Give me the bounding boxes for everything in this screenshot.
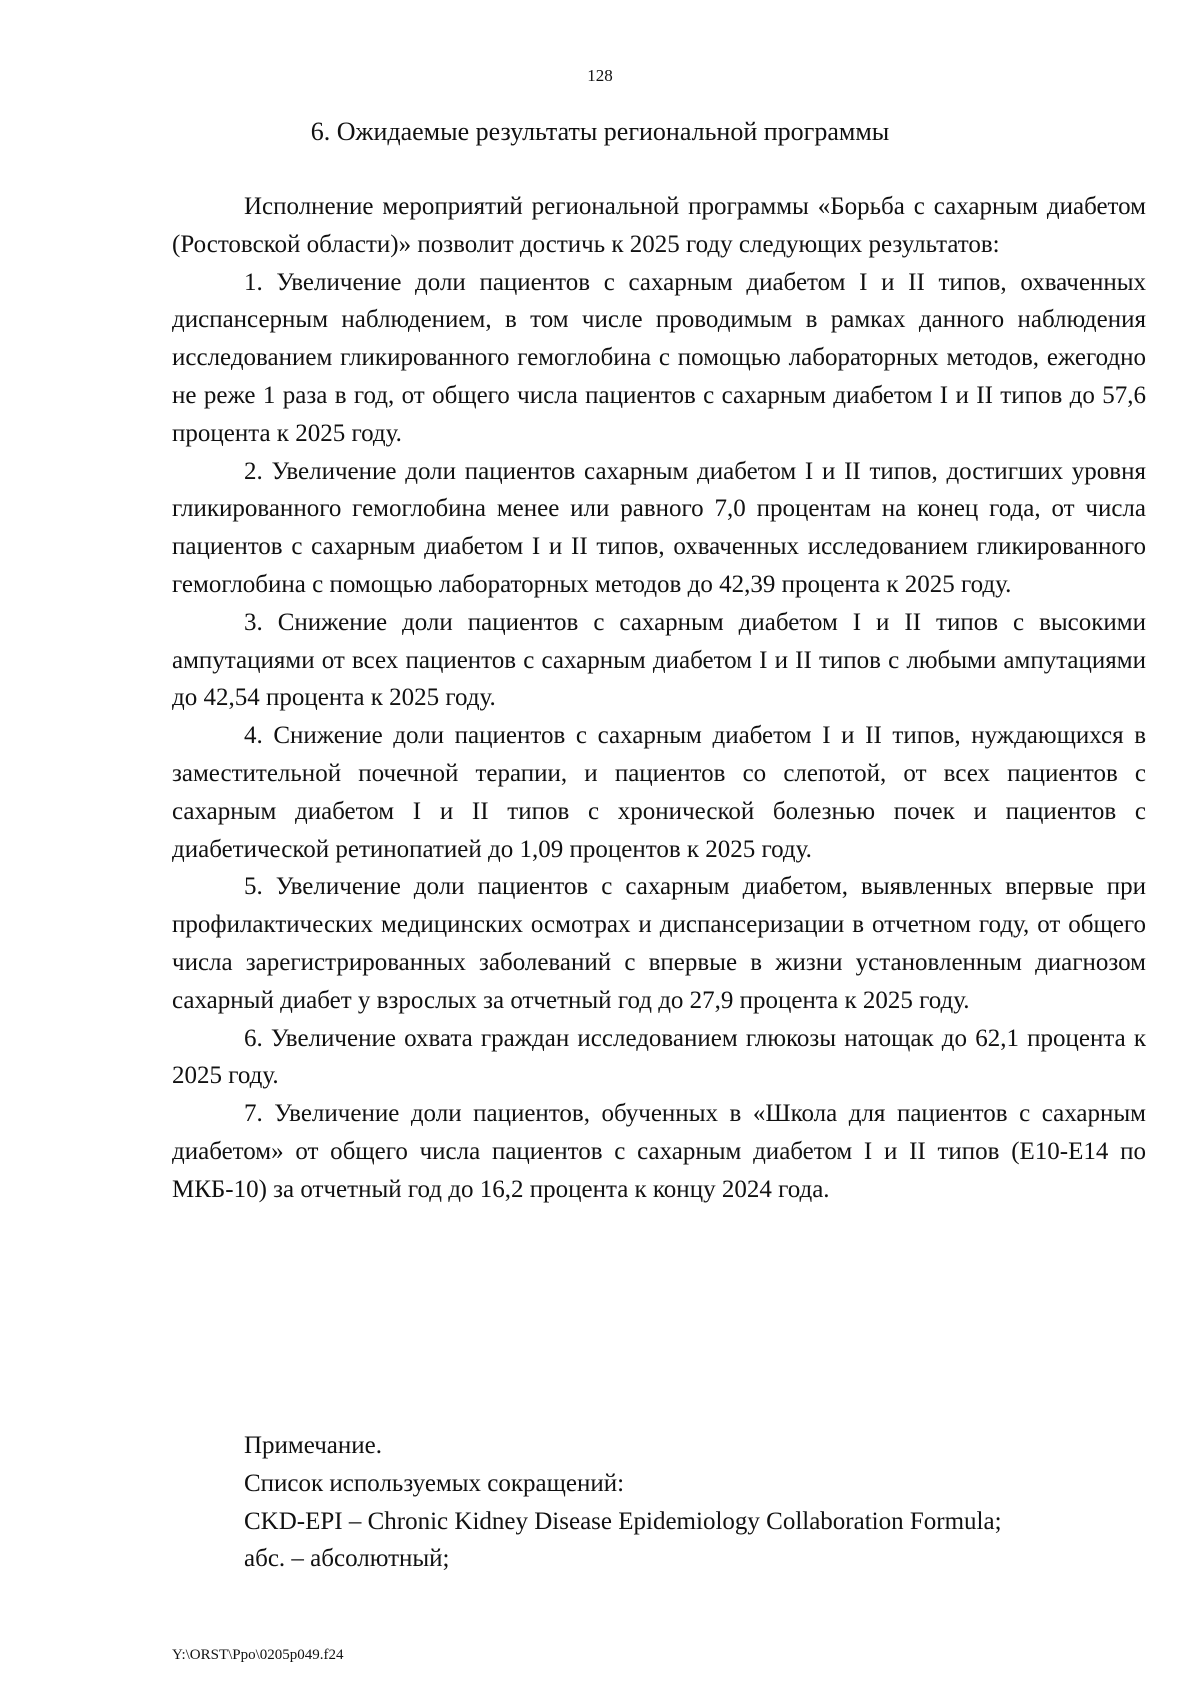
result-item-5: 5. Увеличение доли пациентов с сахарным диабетом, выявленных впервые при профилактических медицинских осмотрах и диспансеризации в отчетном году, от общего числа зарегистрированных заболеваний с впервые в жизни установленным диагнозом сахарный диабет у взрослых за отчетный год до 27,9 процента к 2025 году. — [172, 873, 1146, 1014]
result-item-3: 3. Снижение доли пациентов с сахарным диабетом I и II типов с высокими ампутациями от всех пациентов с сахарным диабетом I и II типов с любыми ампутациями до 42,54 процента к 2025 году. — [172, 608, 1146, 712]
file-path: Y:\ORST\Ppo\0205p049.f24 — [172, 1647, 344, 1663]
result-item-4: 4. Снижение доли пациентов с сахарным диабетом I и II типов, нуждающихся в заместительной почечной терапии, и пациентов со слепотой, от всех пациентов с сахарным диабетом I и II типов с хронической болезнью почек и пациентов с диабетической ретинопатией до 1,09 процентов к 2025 году. — [172, 722, 1146, 863]
intro-paragraph: Исполнение мероприятий региональной программы «Борьба с сахарным диабетом (Ростовской области)» позволит достичь к 2025 году следующих результатов: — [172, 193, 1146, 258]
abbreviations-title: Список используемых сокращений: — [244, 1469, 625, 1497]
page-number: 128 — [587, 66, 613, 85]
note-title: Примечание. — [244, 1432, 383, 1459]
section-heading: 6. Ожидаемые результаты региональной программы — [310, 117, 890, 146]
body-text — [172, 188, 1146, 1209]
result-item-2: 2. Увеличение доли пациентов сахарным диабетом I и II типов, достигших уровня гликированного гемоглобина менее или равного 7,0 процентам на конец года, от числа пациентов с сахарным диабетом I и II типов, охваченных исследованием гликированного гемоглобина с помощью лабораторных методов до 42,39 процента к 2025 году. — [172, 457, 1146, 598]
note-block — [244, 1427, 1164, 1578]
abbreviation-item: абс. – абсолютный; — [244, 1545, 450, 1573]
result-item-6: 6. Увеличение охвата граждан исследованием глюкозы натощак до 62,1 процента к 2025 году. — [172, 1024, 1146, 1090]
result-item-7: 7. Увеличение доли пациентов, обученных в «Школа для пациентов с сахарным диабетом» от общего числа пациентов с сахарным диабетом I и II типов (Е10-Е14 по МКБ-10) за отчетный год до 16,2 процента к концу 2024 года. — [172, 1100, 1146, 1203]
result-item-1: 1. Увеличение доли пациентов с сахарным диабетом I и II типов, охваченных диспансерным наблюдением, в том числе проводимым в рамках данного наблюдения исследованием гликированного гемоглобина с помощью лабораторных методов, ежегодно не реже 1 раза в год, от общего числа пациентов с сахарным диабетом I и II типов до 57,6 процента к 2025 году. — [172, 268, 1146, 447]
abbreviation-item: CKD-EPI – Chronic Kidney Disease Epidemiology Collaboration Formula; — [244, 1507, 1002, 1535]
